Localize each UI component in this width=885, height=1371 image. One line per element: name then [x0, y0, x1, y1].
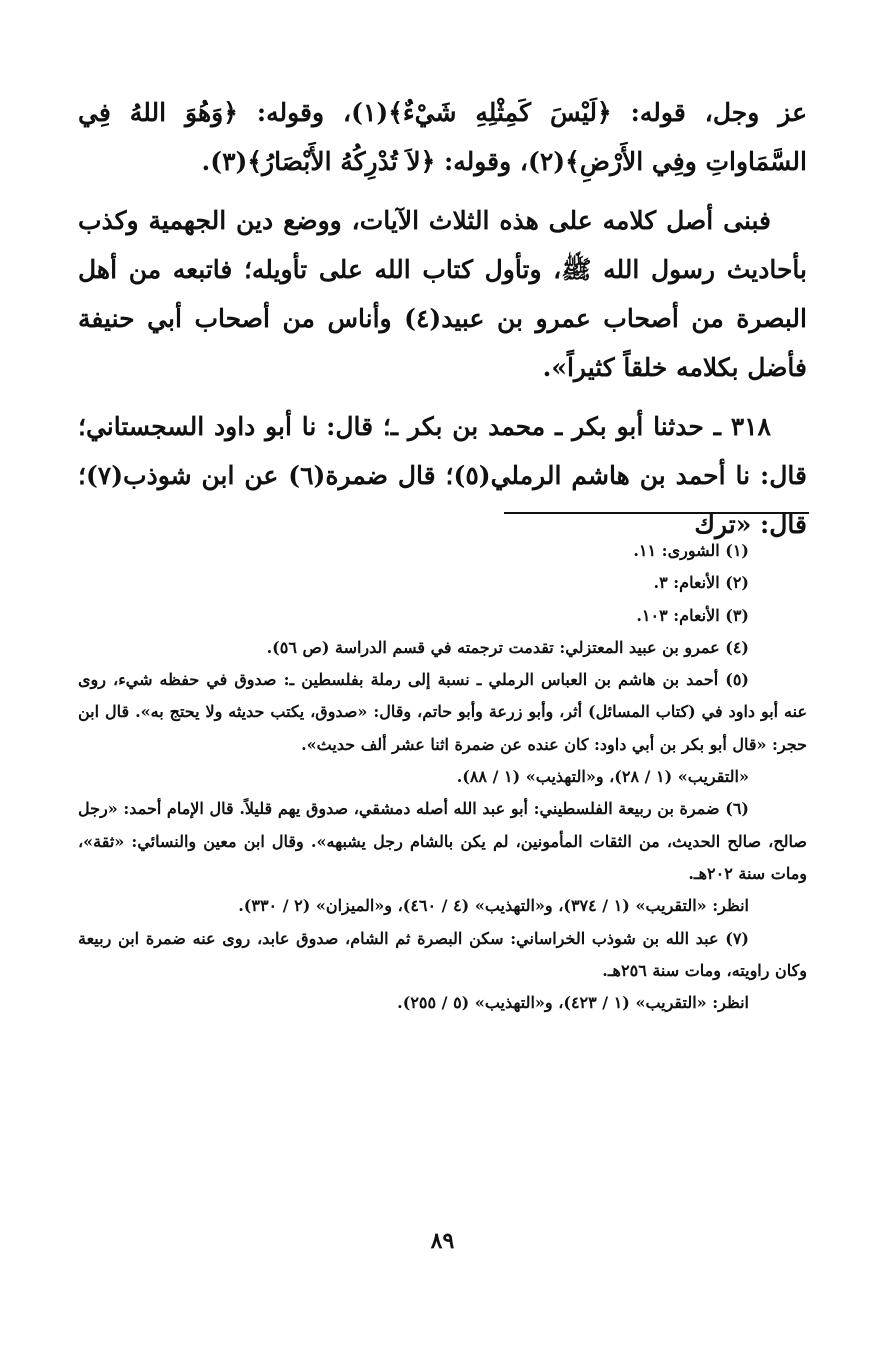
- footnote-5-source: «التقريب» (١ / ٢٨)، و«التهذيب» (١ / ٨٨).: [456, 767, 749, 787]
- main-paragraph-1: عز وجل، قوله: ﴿لَيْسَ كَمِثْلِهِ شَيْءٌ﴾(١)، وقوله: ﴿وَهُوَ اللهُ فِي السَّمَاواتِ وفِي الأَرْضِ﴾(٢)، وقوله: ﴿لاَ تُدْرِكُهُ الأَبْصَارُ﴾(٣).: [78, 98, 808, 176]
- main-paragraph-3: ٣١٨ ـ حدثنا أبو بكر ـ محمد بن بكر ـ؛ قال: نا أبو داود السجستاني؛ قال: نا أحمد بن هاشم الرملي(٥)؛ قال ضمرة(٦) عن ابن شوذب(٧)؛ قال: «ترك: [78, 412, 807, 539]
- footnote-3: (٣) الأنعام: ١٠٣.: [636, 605, 749, 625]
- footnote-5-text: (٥) أحمد بن هاشم بن العباس الرملي ـ نسبة إلى رملة بفلسطين ـ: صدوق في حفظه شيء، روى عنه أبو داود في (كتاب المسائل) أثر، وأبو زرعة وأبو حاتم، وقال: «صدوق، يكتب حديثه ولا يحتج به». قال ابن حجر: «قال أبو بكر بن أبي داود: كان عنده عن ضمرة اثنا عشر ألف حديث».: [78, 670, 807, 754]
- footnote-6-source: انظر: «التقريب» (١ / ٣٧٤)، و«التهذيب» (٤ / ٤٦٠)، و«الميزان» (٢ / ٣٣٠).: [238, 896, 749, 916]
- footnote-5: [78, 664, 807, 761]
- footnote-2: (٢) الأنعام: ٣.: [653, 573, 749, 593]
- footnote-6: (٦) ضمرة بن ربيعة الفلسطيني: أبو عبد الله أصله دمشقي، صدوق يهم قليلاً. قال الإمام أحمد: «رجل صالح، صالح الحديث، من الثقات المأمونين، لم يكن بالشام رجل يشبهه». وقال ابن معين والنسائي: «ثقة»، ومات سنة ٢٠٢هـ.: [78, 799, 808, 883]
- footnote-7-source: انظر: «التقريب» (١ / ٤٢٣)، و«التهذيب» (٥ / ٢٥٥).: [397, 993, 749, 1013]
- footnote-7: (٧) عبد الله بن شوذب الخراساني: سكن البصرة ثم الشام، صدوق عابد، روى عنه ضمرة ابن ربيعة وكان راويته، ومات سنة ٢٥٦هـ.: [78, 928, 807, 980]
- main-paragraph-2: فبنى أصل كلامه على هذه الثلاث الآيات، ووضع دين الجهمية وكذب بأحاديث رسول الله ﷺ، وتأول كتاب الله على تأويله؛ فاتبعه من أهل البصرة من أصحاب عمرو بن عبيد(٤) وأناس من أصحاب أبي حنيفة فأضل بكلامه خلقاً كثيراً».: [78, 206, 807, 382]
- page-number: ٨٩: [430, 1228, 455, 1254]
- footnote-1: (١) الشورى: ١١.: [633, 541, 749, 560]
- footnote-divider: [504, 512, 809, 514]
- footnote-4: (٤) عمرو بن عبيد المعتزلي: تقدمت ترجمته في قسم الدراسة (ص ٥٦).: [266, 637, 749, 657]
- main-text: [78, 88, 807, 549]
- footnotes: [78, 535, 807, 1019]
